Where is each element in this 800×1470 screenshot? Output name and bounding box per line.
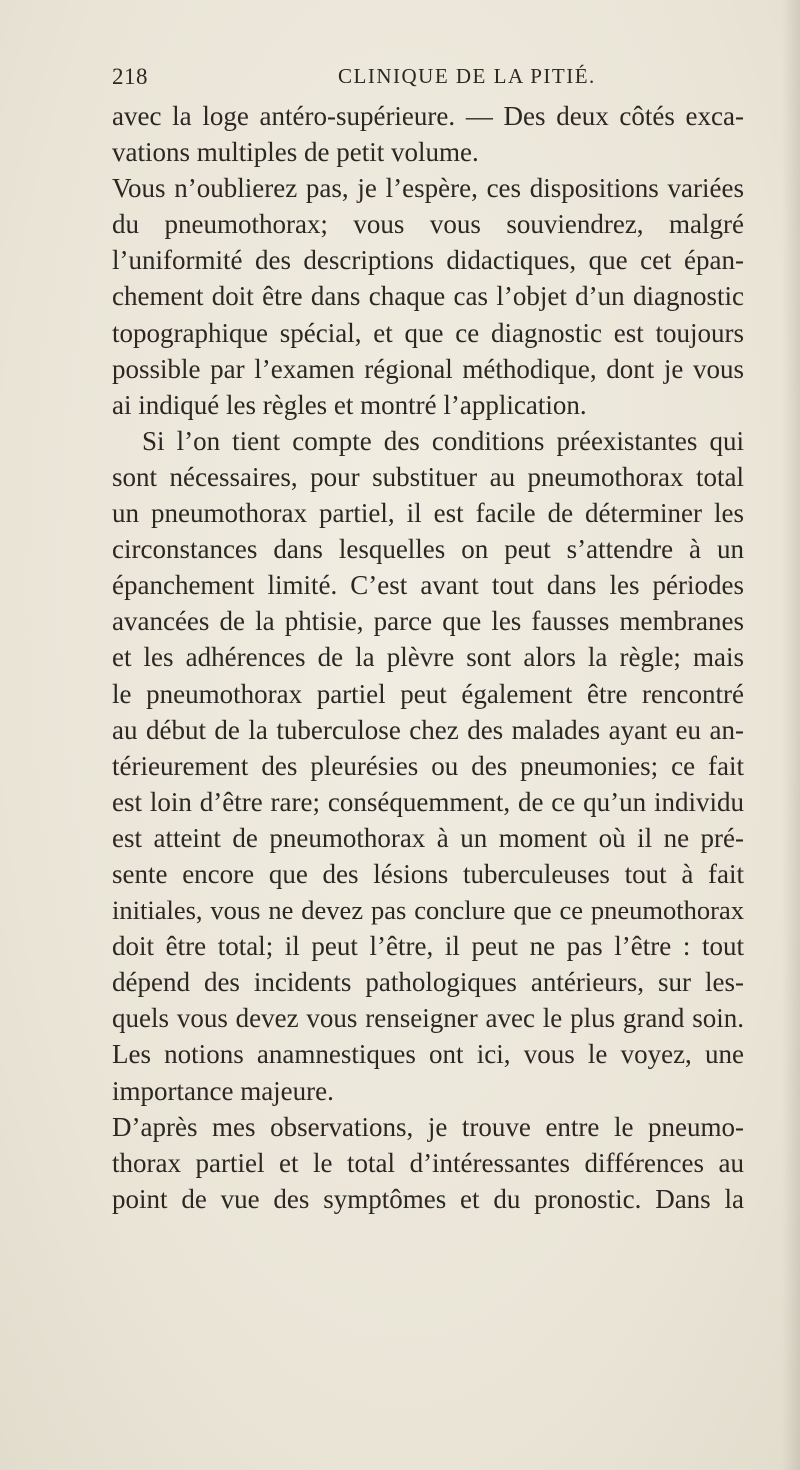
text-line: possible par l’examen régional méthodique, dont je vous [112, 353, 744, 384]
page-number: 218 [112, 64, 148, 89]
running-head-title: CLINIQUE DE LA PITIÉ. [338, 64, 596, 88]
text-line: circonstances dans lesquelles on peut s’attendre à un [112, 534, 744, 565]
text-line: épanchement limité. C’est avant tout dans les périodes [112, 570, 744, 601]
text-line: le pneumothorax partiel peut également être rencontré [112, 678, 744, 709]
text-line: au début de la tuberculose chez des malades ayant eu an- [112, 714, 744, 745]
text-line: avec la loge antéro-supérieure. — Des deux côtés exca- [112, 101, 744, 131]
text-line: et les adhérences de la plèvre sont alors la règle; mais [112, 642, 744, 673]
text-line: initiales, vous ne devez pas conclure que ce pneumothorax [112, 895, 744, 926]
text-line: est loin d’être rare; conséquemment, de ce qu’un individu [112, 786, 744, 817]
text-line: importance majeure. [112, 1075, 334, 1106]
text-line: quels vous devez vous renseigner avec le plus grand soin. [112, 1003, 744, 1034]
text-line: Vous n’oublierez pas, je l’espère, ces dispositions variées [112, 173, 744, 204]
text-line: un pneumothorax partiel, il est facile de déterminer les [112, 498, 744, 529]
running-head [112, 64, 744, 94]
text-line: térieurement des pleurésies ou des pneumonies; ce fait [112, 750, 744, 781]
text-line: est atteint de pneumothorax à un moment où il ne pré- [112, 822, 744, 853]
text-line: sont nécessaires, pour substituer au pneumothorax total [112, 461, 744, 492]
text-line: Les notions anamnestiques ont ici, vous le voyez, une [112, 1039, 744, 1070]
text-line: chement doit être dans chaque cas l’objet d’un diagnostic [112, 281, 744, 312]
text-line: du pneumothorax; vous vous souviendrez, malgré [112, 209, 744, 240]
text-line: point de vue des symptômes et du pronostic. Dans la [112, 1183, 744, 1214]
text-line: sente encore que des lésions tuberculeuses tout à fait [112, 858, 744, 889]
text-line: D’après mes observations, je trouve entre le pneumo- [112, 1111, 744, 1142]
text-line: doit être total; il peut l’être, il peut ne pas l’être : tout [112, 931, 744, 962]
text-line: ai indiqué les règles et montré l’application. [112, 389, 587, 420]
text-line: thorax partiel et le total d’intéressantes différences au [112, 1147, 744, 1178]
text-line: dépend des incidents pathologiques antérieurs, sur les- [112, 967, 744, 998]
text-line: topographique spécial, et que ce diagnostic est toujours [112, 317, 744, 348]
text-line: l’uniformité des descriptions didactiques, que cet épan- [112, 245, 744, 276]
page-edge-shadow [782, 0, 800, 1470]
text-line: Si l’on tient compte des conditions préexistantes qui [142, 425, 744, 456]
text-line: avancées de la phtisie, parce que les fausses membranes [112, 606, 744, 637]
text-line: vations multiples de petit volume. [112, 137, 479, 168]
body-text [112, 98, 744, 1217]
